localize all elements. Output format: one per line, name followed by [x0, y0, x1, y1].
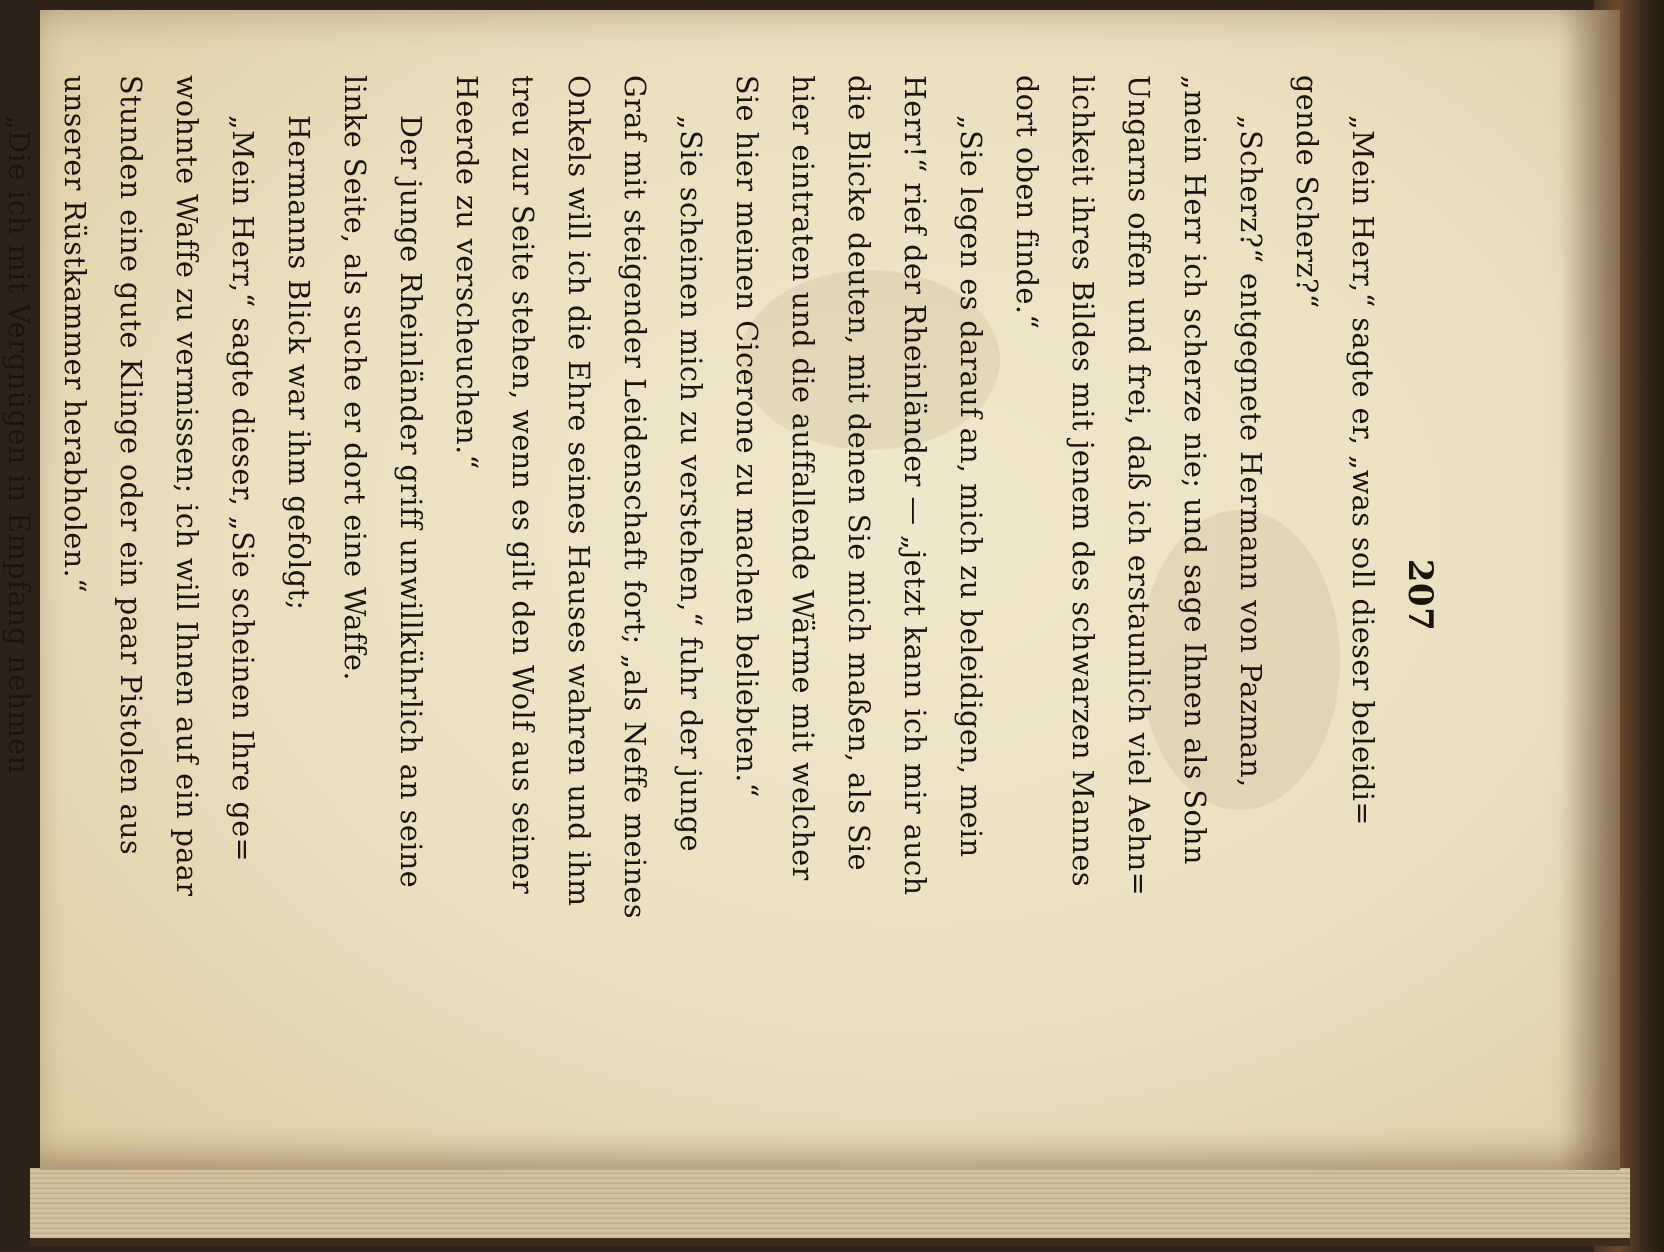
book-page	[2, 10, 1620, 1170]
page-edges	[30, 1168, 1630, 1246]
text-line: dort oben finde.“	[1010, 75, 1043, 330]
paragraph	[326, 75, 438, 1115]
text-line: „Sie scheinen mich zu verstehen,“ fuhr der junge	[674, 115, 707, 853]
text-line: linke Seite, als suche er dort eine Waffe.	[338, 75, 371, 681]
page-number: 207	[1400, 558, 1440, 632]
text-line: Herr!“ rief der Rheinländer — „jetzt kann ich mir auch	[898, 75, 931, 896]
paragraph	[998, 75, 1278, 1115]
paragraph	[270, 75, 326, 1115]
text-line: Hermanns Blick war ihm gefolgt;	[282, 115, 315, 611]
text-line: unserer Rüstkammer herabholen.“	[58, 75, 91, 594]
paragraph	[718, 75, 998, 1115]
text-line: Graf mit steigender Leidenschaft fort; „als Neffe meines	[618, 75, 651, 920]
text-line: hier eintraten und die auffallende Wärme mit welcher	[786, 75, 819, 881]
page-gutter-shadow	[1560, 10, 1620, 1170]
text-line: Stunden eine gute Klinge oder ein paar Pistolen aus	[114, 75, 147, 856]
paragraph	[438, 75, 718, 1115]
text-line: „Die ich mit Vergnügen in Empfang nehmen	[2, 115, 35, 775]
text-line: „Mein Herr,“ sagte dieser, „Sie scheinen Ihre ge=	[226, 115, 259, 862]
text-line: „Sie legen es darauf an, mich zu beleidigen, mein	[954, 115, 987, 858]
text-line: Onkels will ich die Ehre seines Hauses wahren und ihm	[562, 75, 595, 907]
text-line: die Blicke deuten, mit denen Sie mich maßen, als Sie	[842, 75, 875, 872]
text-line: Der junge Rheinländer griff unwillkührlich an seine	[394, 115, 427, 889]
text-line: „Mein Herr,“ sagte er, „was soll dieser beleidi=	[1346, 115, 1379, 826]
text-block	[2, 75, 1450, 1115]
text-line: „mein Herr ich scherze nie; und sage Ihnen als Sohn	[1178, 75, 1211, 865]
text-line: lichkeit ihres Bildes mit jenem des schwarzen Mannes	[1066, 75, 1099, 888]
text-line: Heerde zu verscheuchen.“	[450, 75, 483, 470]
text-line: Ungarns offen und frei, daß ich erstaunlich viel Aehn=	[1122, 75, 1155, 897]
text-line: Sie hier meinen Cicerone zu machen beliebten.“	[730, 75, 763, 798]
paragraph	[46, 75, 270, 1115]
text-line: „Scherz?“ entgegnete Hermann von Pazman,	[1234, 115, 1267, 788]
paragraph	[0, 75, 46, 1115]
text-line: treu zur Seite stehen, wenn es gilt den Wolf aus seiner	[506, 75, 539, 895]
text-line: gende Scherz?“	[1290, 75, 1323, 309]
paragraph	[1278, 75, 1390, 1115]
text-line: wohnte Waffe zu vermissen; ich will Ihnen auf ein paar	[170, 75, 203, 897]
